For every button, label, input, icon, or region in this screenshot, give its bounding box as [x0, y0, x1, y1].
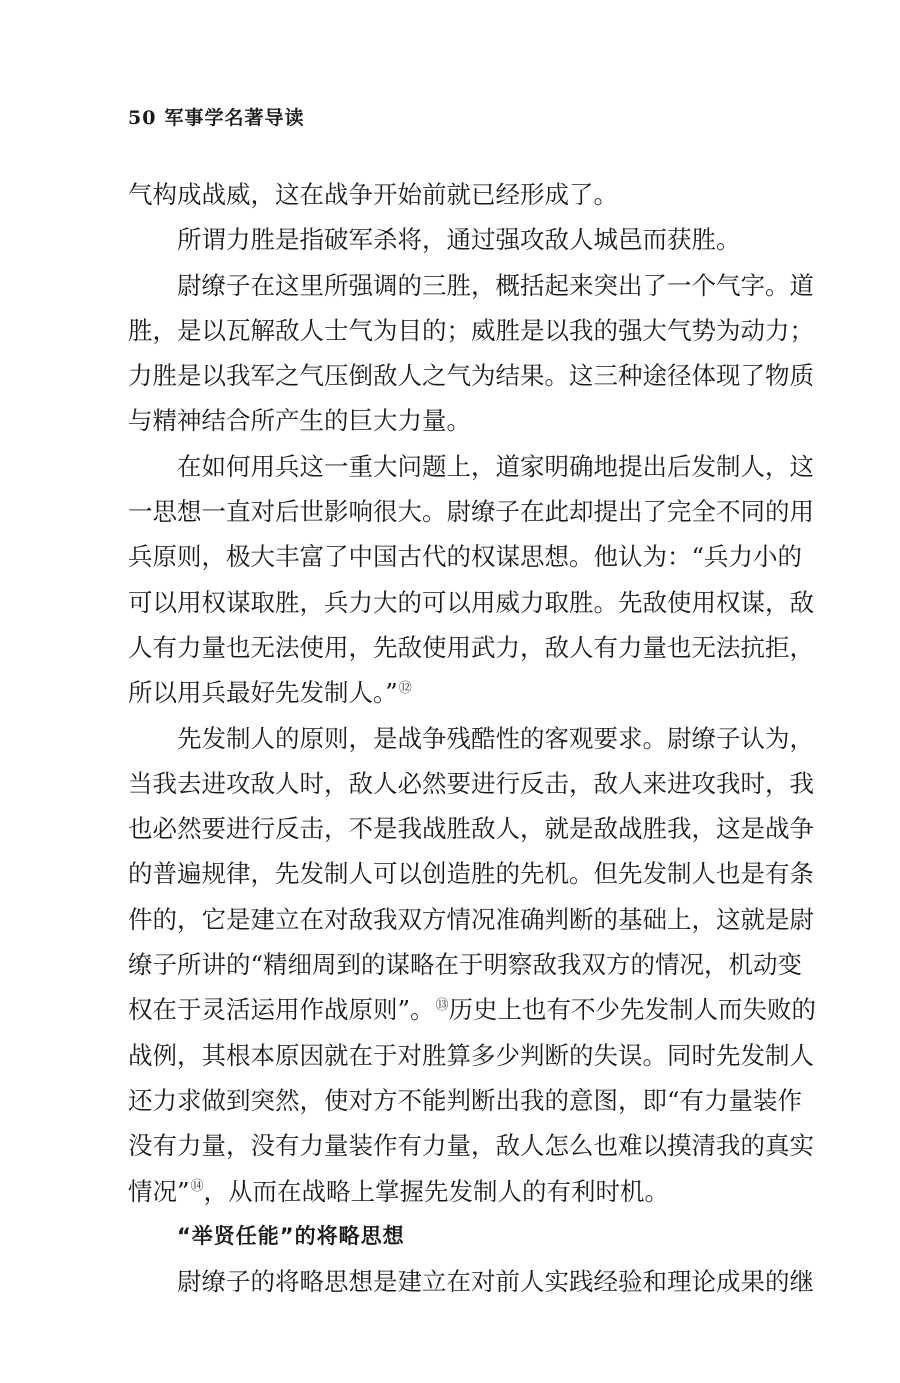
text-line	[128, 1123, 814, 1168]
text-line	[128, 716, 814, 761]
line-content	[128, 353, 814, 398]
text-line	[128, 761, 814, 806]
line-text: 缭子所讲的“精细周到的谋略在于明察敌我双方的情况，机动变	[128, 950, 803, 980]
text-line	[128, 263, 814, 308]
text-line	[128, 217, 768, 262]
line-text: 尉缭子的将略思想是建立在对前人实践经验和理论成果的继	[177, 1267, 814, 1297]
line-text: 权在于灵活运用作战原则”。	[128, 995, 435, 1025]
text-line	[128, 897, 814, 942]
line-text-tail: ，从而在战略上掌握先发制人的有利时机。	[203, 1176, 670, 1206]
line-text: 尉缭子在这里所强调的三胜，概括起来突出了一个气字。道	[177, 270, 814, 300]
line-content	[128, 308, 814, 353]
line-content	[128, 851, 814, 896]
line-content	[128, 1177, 669, 1206]
text-line	[128, 353, 814, 398]
text-line	[128, 942, 803, 987]
text-line	[128, 1169, 768, 1214]
section-heading	[128, 1214, 768, 1259]
line-text: 所以用兵最好先发制人。”	[128, 678, 398, 708]
line-content	[128, 987, 817, 1032]
line-text: 还力求做到突然，使对方不能判断出我的意图，即“有力量装作	[128, 1085, 803, 1115]
text-line	[128, 987, 817, 1032]
line-text: 没有力量，没有力量装作有力量，敌人怎么也难以摸清我的真实	[128, 1131, 814, 1161]
line-content	[128, 534, 803, 579]
text-line	[128, 1078, 803, 1123]
line-content	[128, 180, 618, 209]
line-text: 战例，其根本原因就在于对胜算多少判断的失误。同时先发制人	[128, 1040, 814, 1070]
line-text: “举贤任能”的将略思想	[177, 1223, 405, 1248]
line-content	[128, 761, 814, 806]
running-header	[128, 103, 304, 130]
line-text: 气构成战威，这在战争开始前就已经形成了。	[128, 180, 618, 209]
line-text: 胜，是以瓦解敌人士气为目的；威胜是以我的强大气势为动力；	[128, 315, 814, 345]
text-line	[128, 398, 768, 443]
line-text: 一思想一直对后世影响很大。尉缭子在此却提出了完全不同的用	[128, 497, 814, 527]
line-content	[128, 897, 814, 942]
line-text: 与精神结合所产生的巨大力量。	[128, 406, 471, 436]
line-content	[177, 716, 814, 761]
text-line	[128, 806, 814, 851]
line-text: 可以用权谋取胜，兵力大的可以用威力取胜。先敌使用权谋，敌	[128, 587, 814, 617]
text-line	[128, 1033, 814, 1078]
line-text: 的普遍规律，先发制人可以创造胜的先机。但先发制人也是有条	[128, 859, 814, 889]
footnote-marker: ⑬	[435, 998, 449, 1014]
text-line	[128, 851, 814, 896]
line-content	[128, 942, 803, 987]
line-text: 力胜是以我军之气压倒敌人之气为结果。这三种途径体现了物质	[128, 361, 814, 391]
text-line	[128, 308, 814, 353]
line-content	[128, 678, 412, 707]
line-content	[177, 1224, 405, 1248]
line-content	[128, 406, 471, 435]
text-line	[128, 625, 814, 670]
text-line	[128, 1259, 814, 1304]
line-content	[177, 225, 741, 254]
line-text: 在如何用兵这一重大问题上，道家明确地提出后发制人，这	[177, 451, 814, 481]
line-text: 先发制人的原则，是战争残酷性的客观要求。尉缭子认为，	[177, 723, 814, 753]
line-content	[128, 1123, 814, 1168]
book-title: 军事学名著导读	[164, 107, 305, 129]
text-line	[128, 534, 803, 579]
line-text: 所谓力胜是指破军杀将，通过强攻敌人城邑而获胜。	[177, 225, 741, 255]
line-content	[177, 263, 814, 308]
page-number: 50	[128, 107, 157, 129]
line-content	[128, 1033, 814, 1078]
line-text: 情况”	[128, 1176, 190, 1206]
line-content	[128, 1078, 803, 1123]
line-text: 当我去进攻敌人时，敌人必然要进行反击，敌人来进攻我时，我	[128, 768, 814, 798]
line-text-tail: 历史上也有不少先发制人而失败的	[448, 995, 817, 1025]
text-line	[128, 444, 814, 489]
body-text	[128, 172, 817, 1304]
line-content	[177, 1259, 814, 1304]
line-text: 兵原则，极大丰富了中国古代的权谋思想。他认为：“兵力小的	[128, 542, 803, 572]
text-line	[128, 580, 814, 625]
footnote-marker: ⑫	[398, 681, 412, 697]
line-content	[128, 625, 814, 670]
line-content	[177, 444, 814, 489]
line-text: 件的，它是建立在对敌我双方情况准确判断的基础上，这就是尉	[128, 904, 814, 934]
line-text: 人有力量也无法使用，先敌使用武力，敌人有力量也无法抗拒，	[128, 632, 814, 662]
line-content	[128, 806, 814, 851]
text-line	[128, 489, 814, 534]
line-text: 也必然要进行反击，不是我战胜敌人，就是敌战胜我，这是战争	[128, 814, 814, 844]
line-content	[128, 580, 814, 625]
text-line	[128, 670, 768, 715]
line-content	[128, 489, 814, 534]
text-line	[128, 172, 768, 217]
footnote-marker: ⑭	[190, 1179, 204, 1195]
